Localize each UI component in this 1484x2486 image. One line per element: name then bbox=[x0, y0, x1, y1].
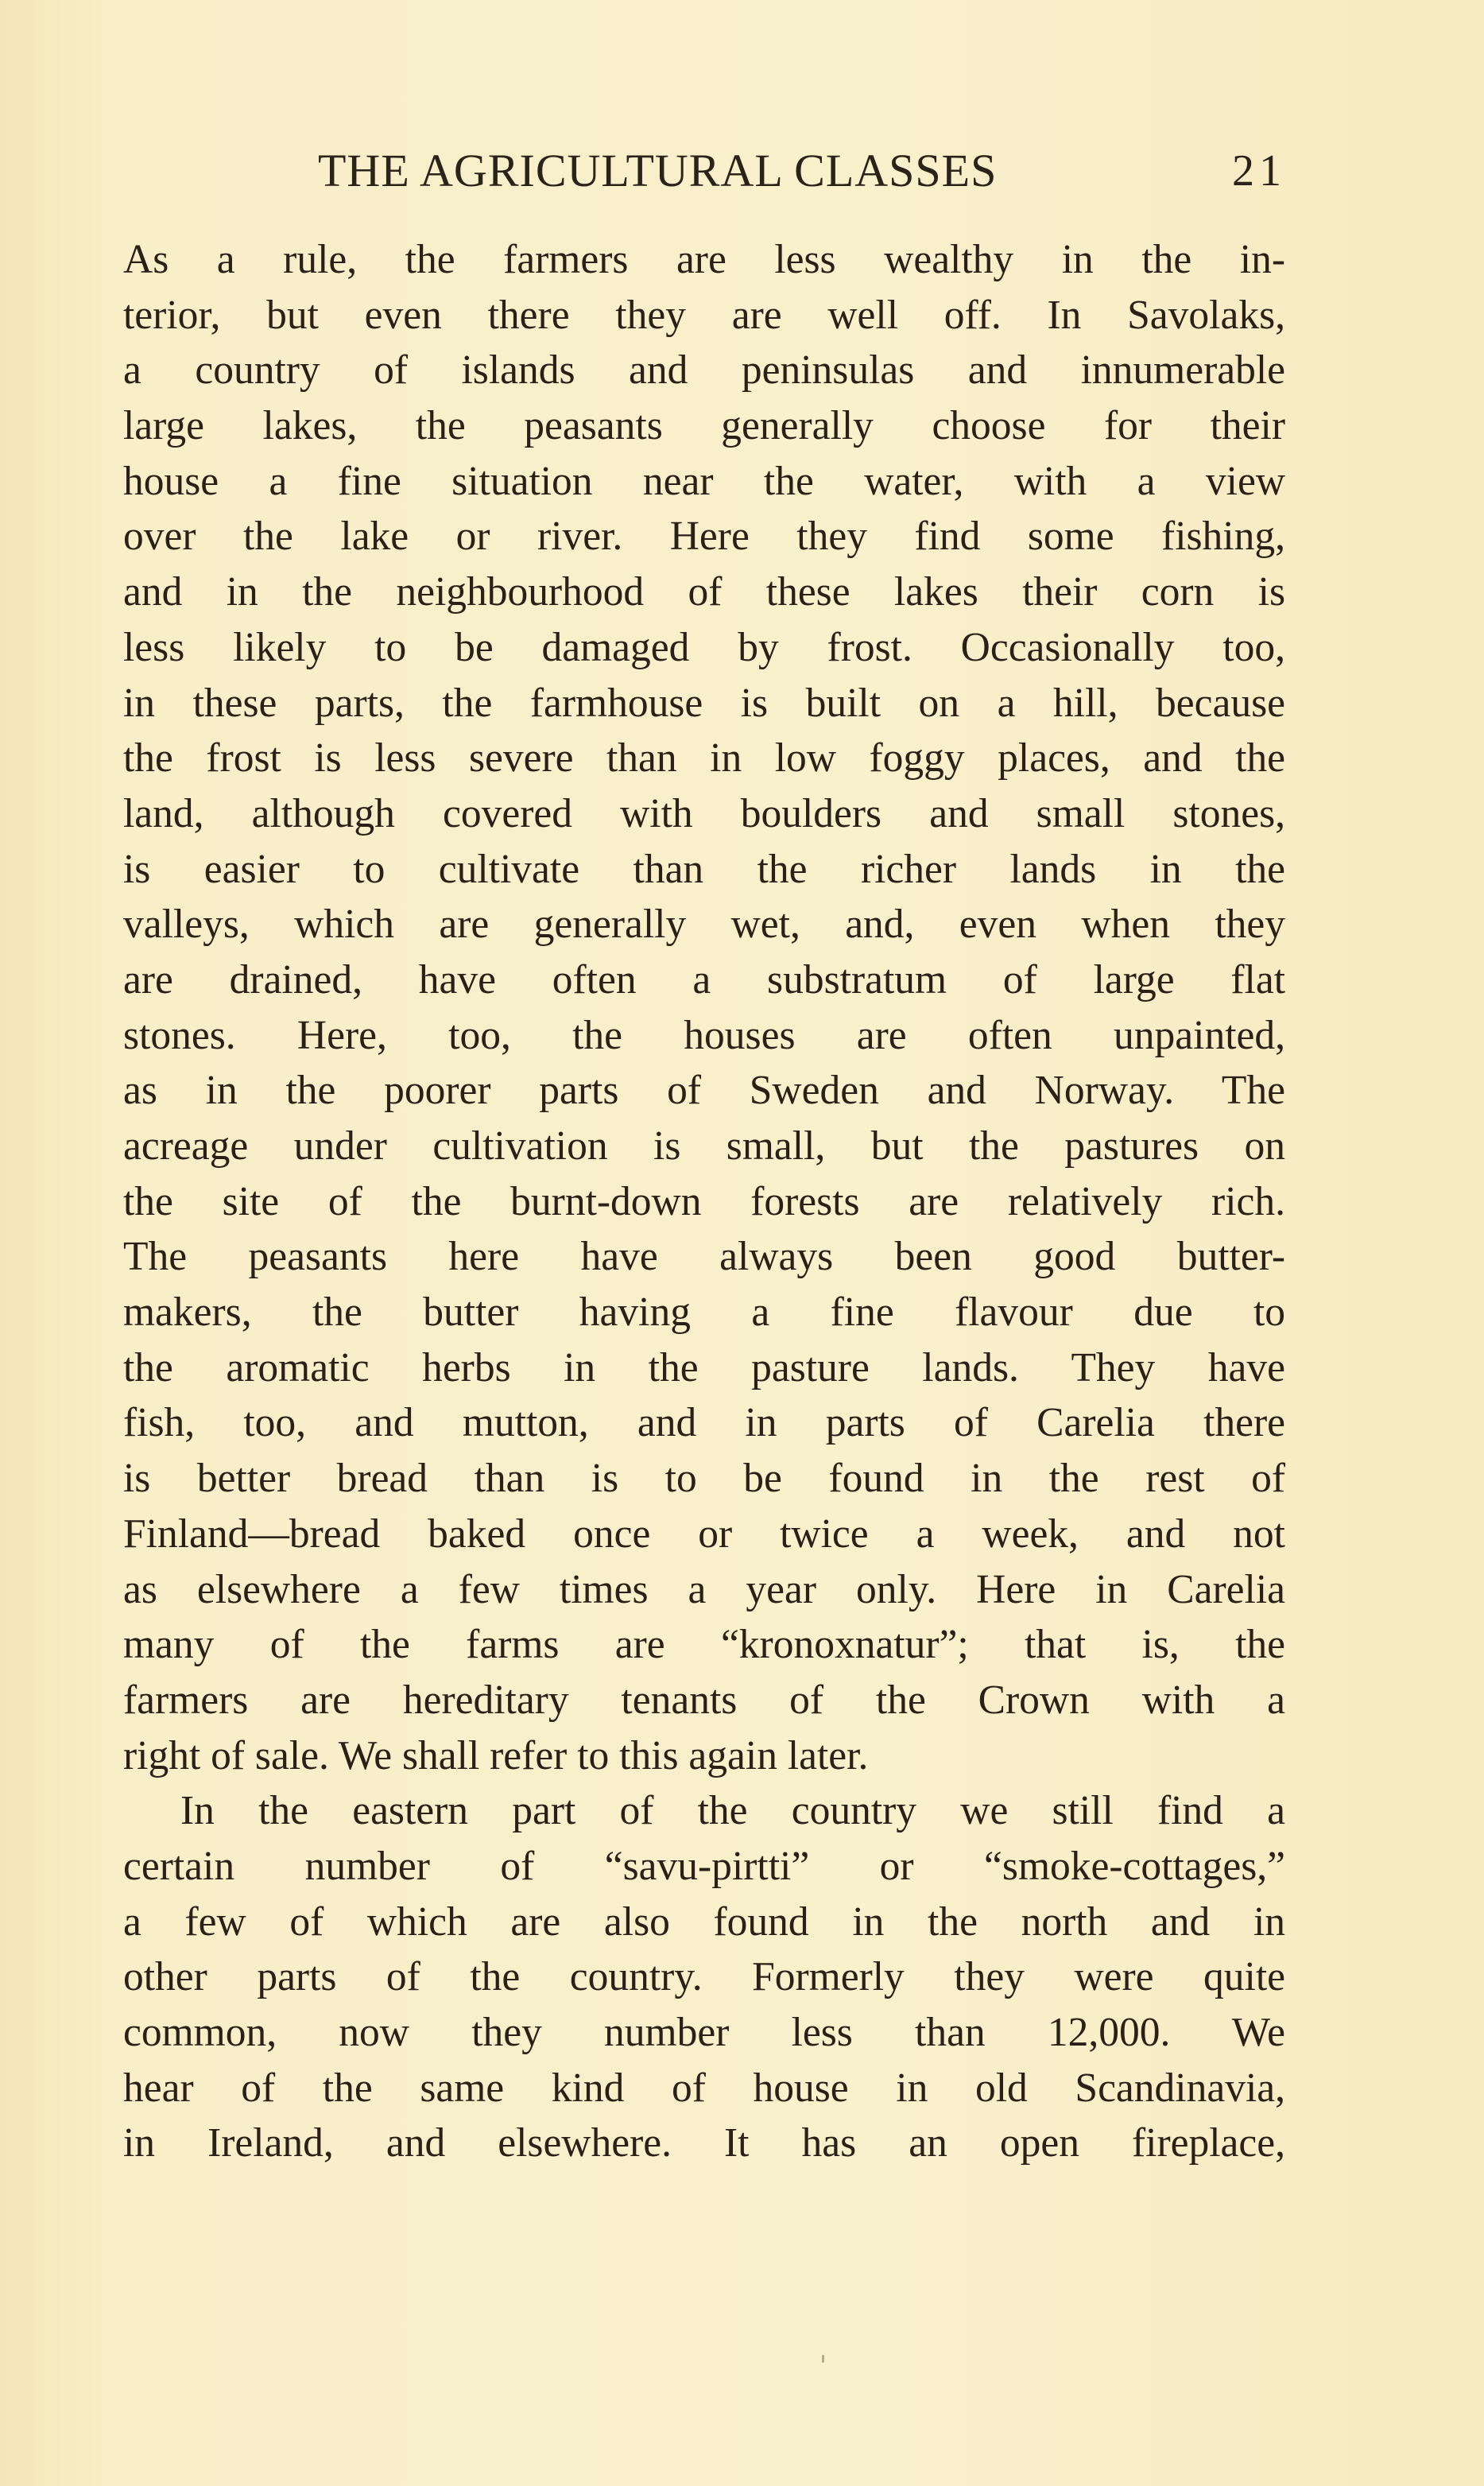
text-line: acreage under cultivation is small, but the pastures on bbox=[123, 1123, 1285, 1169]
text-line: the aromatic herbs in the pasture lands. They have bbox=[123, 1344, 1285, 1390]
text-line: are drained, have often a substratum of large flat bbox=[123, 956, 1285, 1003]
text-line: terior, but even there they are well off. In Savolaks, bbox=[123, 292, 1285, 338]
text-line: house a fine situation near the water, with a view bbox=[123, 458, 1285, 504]
text-line: makers, the butter having a fine flavour due to bbox=[123, 1290, 1285, 1336]
text-line: the frost is less severe than in low foggy places, and the bbox=[123, 735, 1285, 781]
text-line: farmers are hereditary tenants of the Crown with a bbox=[123, 1677, 1285, 1723]
text-line: many of the farms are “kronoxnatur”; that is, the bbox=[123, 1622, 1285, 1668]
text-line: a country of islands and peninsulas and innumerable bbox=[123, 347, 1285, 394]
text-line: the site of the burnt-down forests are relatively rich. bbox=[123, 1178, 1285, 1224]
text-line: As a rule, the farmers are less wealthy in the in- bbox=[123, 237, 1285, 282]
body-text bbox=[123, 232, 1285, 2171]
text-line: other parts of the country. Formerly they were quite bbox=[123, 1954, 1285, 2000]
text-line: valleys, which are generally wet, and, even when they bbox=[123, 902, 1285, 948]
text-line: in Ireland, and elsewhere. It has an open fireplace, bbox=[123, 2120, 1285, 2166]
running-head: THE AGRICULTURAL CLASSES bbox=[318, 145, 998, 196]
page-header bbox=[126, 139, 1286, 203]
text-line: hear of the same kind of house in old Scandinavia, bbox=[123, 2065, 1285, 2111]
text-line: as in the poorer parts of Sweden and Norway. The bbox=[123, 1068, 1285, 1114]
paragraph-end-line: right of sale. We shall refer to this again later. bbox=[123, 1732, 869, 1778]
text-line: large lakes, the peasants generally choose for their bbox=[123, 403, 1285, 449]
text-line: a few of which are also found in the north and in bbox=[123, 1898, 1285, 1945]
text-line: The peasants here have always been good butter- bbox=[123, 1234, 1285, 1280]
text-line: land, although covered with boulders and small stones, bbox=[123, 790, 1285, 836]
text-line: stones. Here, too, the houses are often unpainted, bbox=[123, 1012, 1285, 1058]
text-line: is better bread than is to be found in the rest of bbox=[123, 1456, 1285, 1502]
text-line: less likely to be damaged by frost. Occasionally too, bbox=[123, 624, 1285, 670]
text-line: common, now they number less than 12,000. We bbox=[123, 2010, 1285, 2055]
text-line: certain number of “savu-pirtti” or “smoke-cottages,” bbox=[123, 1843, 1285, 1889]
paper-speck bbox=[822, 2355, 824, 2363]
text-line: is easier to cultivate than the richer lands in the bbox=[123, 846, 1285, 892]
text-line: fish, too, and mutton, and in parts of Carelia there bbox=[123, 1400, 1285, 1446]
text-line: as elsewhere a few times a year only. Here in Carelia bbox=[123, 1566, 1285, 1612]
text-line: and in the neighbourhood of these lakes their corn is bbox=[123, 569, 1285, 615]
text-line: Finland—bread baked once or twice a week, and not bbox=[123, 1511, 1285, 1557]
page-number: 21 bbox=[1232, 146, 1286, 196]
text-line: over the lake or river. Here they find some fishing, bbox=[123, 514, 1285, 560]
paragraph-first-line: In the eastern part of the country we still find a bbox=[180, 1788, 1285, 1834]
text-line: in these parts, the farmhouse is built on a hill, because bbox=[123, 680, 1285, 726]
